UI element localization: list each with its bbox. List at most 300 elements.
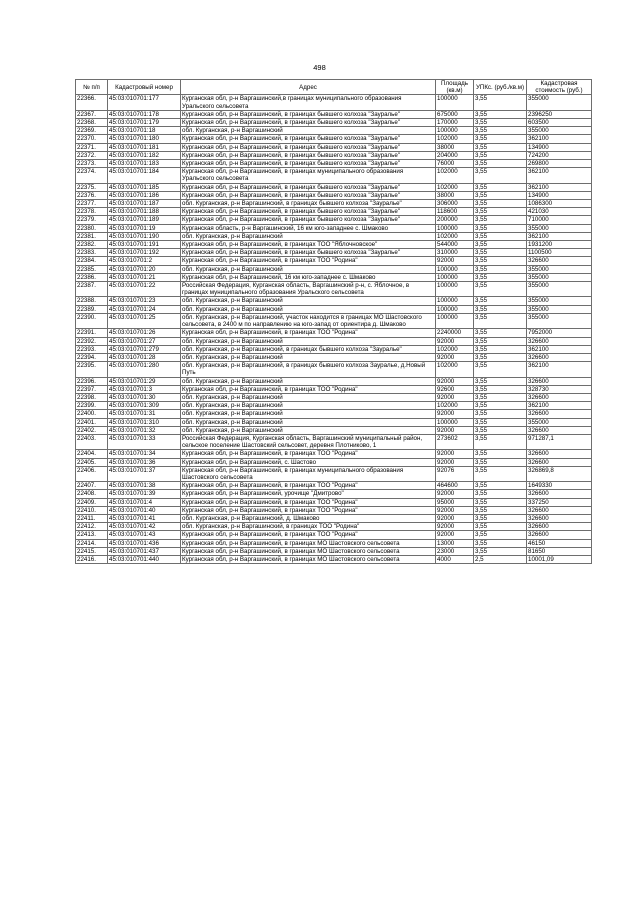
- address: Курганская обл, р-н Варгашинский, в границах муниципального образования Шастовского сельсовета: [181, 466, 436, 481]
- area: 92000: [436, 257, 474, 265]
- upks: 3,55: [474, 135, 527, 143]
- cadastral-number: 45:03:010701:309: [108, 402, 181, 410]
- upks: 3,55: [474, 143, 527, 151]
- area: 100000: [436, 273, 474, 281]
- upks: 3,55: [474, 482, 527, 490]
- address: Курганская обл, р-н Варгашинский, 16 км юго-западнее с. Шмаково: [181, 273, 436, 281]
- area: 92000: [436, 531, 474, 539]
- cadastral-number: 45:03:010701:280: [108, 362, 181, 377]
- table-row: [76, 385, 592, 393]
- area: 76000: [436, 160, 474, 168]
- cadastral-number: 45:03:010701:437: [108, 547, 181, 555]
- row-number: 22395.: [76, 362, 108, 377]
- upks: 3,55: [474, 490, 527, 498]
- area: 92000: [436, 353, 474, 361]
- row-number: 22397.: [76, 385, 108, 393]
- table-row: [76, 345, 592, 353]
- area: 92600: [436, 385, 474, 393]
- upks: 3,55: [474, 224, 527, 232]
- row-number: 22396.: [76, 377, 108, 385]
- upks: 3,55: [474, 282, 527, 297]
- row-number: 22368.: [76, 119, 108, 127]
- address: обл. Курганская, р-н Варгашинский: [181, 297, 436, 305]
- address: Курганская обл, р-н Варгашинский, в границах ТОО "Родина": [181, 329, 436, 337]
- area: 100000: [436, 282, 474, 297]
- area: 306000: [436, 200, 474, 208]
- row-number: 22415.: [76, 547, 108, 555]
- area: 23000: [436, 547, 474, 555]
- upks: 3,55: [474, 353, 527, 361]
- address: Курганская обл, р-н Варгашинский, урочище "Дмитрово": [181, 490, 436, 498]
- cadastral-value: 326600: [527, 506, 592, 514]
- upks: 3,55: [474, 377, 527, 385]
- address: Курганская обл, р-н Варгашинский, в границах ТОО "Родина": [181, 450, 436, 458]
- area: 100000: [436, 95, 474, 110]
- cadastral-number: 45:03:010701:42: [108, 523, 181, 531]
- table-row: [76, 257, 592, 265]
- area: 4000: [436, 555, 474, 563]
- area: 100000: [436, 265, 474, 273]
- area: 92000: [436, 506, 474, 514]
- upks: 3,55: [474, 249, 527, 257]
- address: обл. Курганская, р-н Варгашинский, в границах ТОО "Родина": [181, 523, 436, 531]
- cadastral-value: 1100500: [527, 249, 592, 257]
- table-row: [76, 337, 592, 345]
- area: 92000: [436, 458, 474, 466]
- row-number: 22386.: [76, 273, 108, 281]
- row-number: 22374.: [76, 168, 108, 183]
- upks: 3,55: [474, 450, 527, 458]
- table-row: [76, 160, 592, 168]
- table-row: [76, 191, 592, 199]
- address: Российская Федерация, Курганская область, Варгашинский муниципальный район, сельское поселение Шастовский сельсовет, деревня Плотниково, 1: [181, 434, 436, 449]
- cadastral-value: 355000: [527, 418, 592, 426]
- cadastral-value: 81650: [527, 547, 592, 555]
- address: Курганская обл, р-н Варгашинский, с. Шастово: [181, 458, 436, 466]
- row-number: 22381.: [76, 232, 108, 240]
- cadastral-value: 46150: [527, 539, 592, 547]
- row-number: 22372.: [76, 151, 108, 159]
- address: обл. Курганская, р-н Варгашинский: [181, 426, 436, 434]
- area: 102000: [436, 168, 474, 183]
- address: обл. Курганская, р-н Варгашинский: [181, 337, 436, 345]
- upks: 3,55: [474, 329, 527, 337]
- row-number: 22408.: [76, 490, 108, 498]
- area: 92000: [436, 337, 474, 345]
- row-number: 22398.: [76, 393, 108, 401]
- cadastral-value: 724200: [527, 151, 592, 159]
- area: 675000: [436, 110, 474, 118]
- cadastral-value: 1086300: [527, 200, 592, 208]
- area: 100000: [436, 297, 474, 305]
- row-number: 22394.: [76, 353, 108, 361]
- upks: 3,55: [474, 151, 527, 159]
- cadastral-number: 45:03:010701:38: [108, 482, 181, 490]
- address: Курганская обл, р-н Варгашинский, в границах бывшего колхоза "Зауралье": [181, 160, 436, 168]
- table-row: [76, 183, 592, 191]
- upks: 3,55: [474, 410, 527, 418]
- row-number: 22410.: [76, 506, 108, 514]
- cadastral-number: 45:03:010701:191: [108, 241, 181, 249]
- table-row: [76, 208, 592, 216]
- header-cadastral-number: Кадастровый номер: [108, 80, 181, 95]
- address: Курганская обл, р-н Варгашинский, в границах ТОО "Родина": [181, 506, 436, 514]
- cadastral-value: 355000: [527, 224, 592, 232]
- upks: 3,55: [474, 183, 527, 191]
- table-row: [76, 402, 592, 410]
- row-number: 22412.: [76, 523, 108, 531]
- cadastral-value: 421030: [527, 208, 592, 216]
- row-number: 22406.: [76, 466, 108, 481]
- cadastral-number: 45:03:010701:186: [108, 191, 181, 199]
- upks: 3,55: [474, 265, 527, 273]
- table-row: [76, 539, 592, 547]
- address: Курганская обл, р-н Варгашинский, в границах МО Шастовского сельсовета: [181, 547, 436, 555]
- header-num: № п/п: [76, 80, 108, 95]
- upks: 3,55: [474, 191, 527, 199]
- address: Российская Федерация, Курганская область, Варгашинский р-н, с. Яблочное, в границах муниципального образования Уральского сельсовета: [181, 282, 436, 297]
- area: 170000: [436, 119, 474, 127]
- table-row: [76, 418, 592, 426]
- table-row: [76, 410, 592, 418]
- table-row: [76, 232, 592, 240]
- cadastral-number: 45:03:010701:20: [108, 265, 181, 273]
- upks: 3,55: [474, 95, 527, 110]
- table-row: [76, 466, 592, 481]
- upks: 3,55: [474, 110, 527, 118]
- address: обл. Курганская, р-н Варгашинский: [181, 410, 436, 418]
- table-row: [76, 110, 592, 118]
- area: 38000: [436, 143, 474, 151]
- cadastral-value: 10001,09: [527, 555, 592, 563]
- row-number: 22401.: [76, 418, 108, 426]
- address: Курганская обл, р-н Варгашинский, в границах бывшего колхоза "Зауралье": [181, 208, 436, 216]
- upks: 3,55: [474, 393, 527, 401]
- cadastral-number: 45:03:010701:25: [108, 313, 181, 328]
- row-number: 22391.: [76, 329, 108, 337]
- row-number: 22393.: [76, 345, 108, 353]
- row-number: 22382.: [76, 241, 108, 249]
- cadastral-number: 45:03:010701:178: [108, 110, 181, 118]
- row-number: 22389.: [76, 305, 108, 313]
- row-number: 22390.: [76, 313, 108, 328]
- table-row: [76, 297, 592, 305]
- header-area: Площадь (кв.м): [436, 80, 474, 95]
- upks: 3,55: [474, 200, 527, 208]
- cadastral-value: 971287,1: [527, 434, 592, 449]
- cadastral-value: 355000: [527, 313, 592, 328]
- row-number: 22402.: [76, 426, 108, 434]
- area: 102000: [436, 183, 474, 191]
- area: 13000: [436, 539, 474, 547]
- row-number: 22369.: [76, 127, 108, 135]
- cadastral-number: 45:03:010701:33: [108, 434, 181, 449]
- address: Курганская обл, р-н Варгашинский, в границах бывшего колхоза "Зауралье": [181, 249, 436, 257]
- upks: 3,55: [474, 216, 527, 224]
- cadastral-value: 362100: [527, 183, 592, 191]
- cadastral-value: 355000: [527, 265, 592, 273]
- cadastral-number: 45:03:010701:440: [108, 555, 181, 563]
- address: обл. Курганская, р-н Варгашинский: [181, 353, 436, 361]
- address: Курганская обл, р-н Варгашинский, в границах бывшего колхоза "Зауралье": [181, 135, 436, 143]
- row-number: 22376.: [76, 191, 108, 199]
- table-row: [76, 393, 592, 401]
- table-row: [76, 241, 592, 249]
- table-row: [76, 555, 592, 563]
- row-number: 22388.: [76, 297, 108, 305]
- cadastral-value: 326600: [527, 377, 592, 385]
- header-upks: УПКс. (руб./кв.м): [474, 80, 527, 95]
- cadastral-value: 326600: [527, 523, 592, 531]
- cadastral-value: 326600: [527, 514, 592, 522]
- cadastral-number: 45:03:010701:21: [108, 273, 181, 281]
- address: Курганская обл, р-н Варгашинский, в границах бывшего колхоза "Зауралье": [181, 151, 436, 159]
- area: 118600: [436, 208, 474, 216]
- cadastral-number: 45:03:010701:39: [108, 490, 181, 498]
- address: обл. Курганская, р-н Варгашинский, в границах бывшего колхоза "Зауралье": [181, 200, 436, 208]
- cadastral-value: 355000: [527, 127, 592, 135]
- cadastral-number: 45:03:010701:2: [108, 257, 181, 265]
- row-number: 22384.: [76, 257, 108, 265]
- cadastral-value: 326600: [527, 490, 592, 498]
- table-row: [76, 135, 592, 143]
- upks: 3,55: [474, 539, 527, 547]
- row-number: 22371.: [76, 143, 108, 151]
- table-row: [76, 523, 592, 531]
- upks: 3,55: [474, 418, 527, 426]
- table-row: [76, 313, 592, 328]
- table-row: [76, 514, 592, 522]
- cadastral-value: 355000: [527, 305, 592, 313]
- area: 92000: [436, 393, 474, 401]
- row-number: 22411.: [76, 514, 108, 522]
- cadastral-value: 326600: [527, 458, 592, 466]
- table-row: [76, 127, 592, 135]
- upks: 3,55: [474, 127, 527, 135]
- address: Курганская обл, р-н Варгашинский, в границах ТОО "Яблочновское": [181, 241, 436, 249]
- row-number: 22379.: [76, 216, 108, 224]
- table-row: [76, 216, 592, 224]
- address: обл. Курганская, р-н Варгашинский: [181, 305, 436, 313]
- table-row: [76, 450, 592, 458]
- area: 92000: [436, 377, 474, 385]
- address: обл. Курганская, р-н Варгашинский: [181, 377, 436, 385]
- area: 2240000: [436, 329, 474, 337]
- cadastral-value: 326600: [527, 531, 592, 539]
- cadastral-value: 326600: [527, 337, 592, 345]
- cadastral-value: 355000: [527, 95, 592, 110]
- upks: 3,55: [474, 531, 527, 539]
- cadastral-value: 134900: [527, 143, 592, 151]
- area: 100000: [436, 418, 474, 426]
- upks: 3,55: [474, 168, 527, 183]
- table-row: [76, 434, 592, 449]
- cadastral-value: 326600: [527, 450, 592, 458]
- upks: 3,55: [474, 362, 527, 377]
- row-number: 22380.: [76, 224, 108, 232]
- upks: 3,55: [474, 498, 527, 506]
- cadastral-value: 1649330: [527, 482, 592, 490]
- cadastral-number: 45:03:010701:183: [108, 160, 181, 168]
- table-row: [76, 531, 592, 539]
- address: Курганская обл, р-н Варгашинский, в границах ТОО "Родина": [181, 482, 436, 490]
- cadastral-number: 45:03:010701:36: [108, 458, 181, 466]
- area: 100000: [436, 224, 474, 232]
- upks: 3,55: [474, 402, 527, 410]
- cadastral-number: 45:03:010701:181: [108, 143, 181, 151]
- upks: 3,55: [474, 313, 527, 328]
- area: 95000: [436, 498, 474, 506]
- address: Курганская обл, р-н Варгашинский, в границах бывшего колхоза "Зауралье": [181, 191, 436, 199]
- upks: 3,55: [474, 119, 527, 127]
- cadastral-value: 355000: [527, 282, 592, 297]
- cadastral-value: 7952000: [527, 329, 592, 337]
- cadastral-number: 45:03:010701:41: [108, 514, 181, 522]
- area: 92000: [436, 490, 474, 498]
- cadastral-number: 45:03:010701:436: [108, 539, 181, 547]
- address: обл. Курганская, р-н Варгашинский, участок находится в границах МО Шастовского сельсовета, в 2400 м по направлению на юго-запад от ориентира д. Шмаково: [181, 313, 436, 328]
- row-number: 22399.: [76, 402, 108, 410]
- table-row: [76, 119, 592, 127]
- cadastral-number: 45:03:010701:177: [108, 95, 181, 110]
- cadastral-number: 45:03:010701:190: [108, 232, 181, 240]
- table-row: [76, 168, 592, 183]
- address: Курганская обл, р-н Варгашинский,в границах муниципального образования Уральского сельсовета: [181, 95, 436, 110]
- table-row: [76, 482, 592, 490]
- header-address: Адрес: [181, 80, 436, 95]
- table-row: [76, 362, 592, 377]
- address: Курганская обл, р-н Варгашинский, в границах бывшего колхоза "Зауралье": [181, 119, 436, 127]
- cadastral-number: 45:03:010701:28: [108, 353, 181, 361]
- table-row: [76, 329, 592, 337]
- cadastral-table: [75, 79, 592, 564]
- row-number: 22366.: [76, 95, 108, 110]
- row-number: 22400.: [76, 410, 108, 418]
- upks: 3,55: [474, 305, 527, 313]
- cadastral-value: 326869,8: [527, 466, 592, 481]
- address: обл. Курганская, р-н Варгашинский, в границах бывшего колхоза "Зауралье": [181, 345, 436, 353]
- cadastral-value: 134900: [527, 191, 592, 199]
- upks: 3,55: [474, 547, 527, 555]
- area: 102000: [436, 135, 474, 143]
- cadastral-value: 326600: [527, 257, 592, 265]
- upks: 3,55: [474, 506, 527, 514]
- area: 464600: [436, 482, 474, 490]
- cadastral-number: 45:03:010701:180: [108, 135, 181, 143]
- row-number: 22367.: [76, 110, 108, 118]
- area: 200000: [436, 216, 474, 224]
- cadastral-number: 45:03:010701:189: [108, 216, 181, 224]
- cadastral-value: 355000: [527, 273, 592, 281]
- address: Курганская обл, р-н Варгашинский, в границах бывшего колхоза "Зауралье": [181, 216, 436, 224]
- address: обл. Курганская, р-н Варгашинский: [181, 127, 436, 135]
- address: обл. Курганская, р-н Варгашинский: [181, 402, 436, 410]
- upks: 3,55: [474, 232, 527, 240]
- table-row: [76, 458, 592, 466]
- cadastral-number: 45:03:010701:185: [108, 183, 181, 191]
- cadastral-number: 45:03:010701:19: [108, 224, 181, 232]
- area: 100000: [436, 313, 474, 328]
- address: обл. Курганская, р-н Варгашинский: [181, 418, 436, 426]
- row-number: 22378.: [76, 208, 108, 216]
- cadastral-number: 45:03:010701:43: [108, 531, 181, 539]
- table-row: [76, 547, 592, 555]
- cadastral-value: 326600: [527, 410, 592, 418]
- cadastral-value: 326600: [527, 426, 592, 434]
- cadastral-number: 45:03:010701:187: [108, 200, 181, 208]
- upks: 3,55: [474, 426, 527, 434]
- area: 92076: [436, 466, 474, 481]
- row-number: 22409.: [76, 498, 108, 506]
- cadastral-number: 45:03:010701:34: [108, 450, 181, 458]
- table-row: [76, 95, 592, 110]
- table-row: [76, 506, 592, 514]
- address: обл. Курганская, р-н Варгашинский: [181, 265, 436, 273]
- upks: 3,55: [474, 434, 527, 449]
- area: 102000: [436, 362, 474, 377]
- cadastral-value: 269800: [527, 160, 592, 168]
- table-header: [76, 80, 592, 95]
- cadastral-number: 45:03:010701:182: [108, 151, 181, 159]
- cadastral-number: 45:03:010701:3: [108, 385, 181, 393]
- area: 92000: [436, 410, 474, 418]
- cadastral-number: 45:03:010701:192: [108, 249, 181, 257]
- cadastral-number: 45:03:010701:40: [108, 506, 181, 514]
- header-cadastral-value: Кадастровая стоимость (руб.): [527, 80, 592, 95]
- address: Курганская обл, р-н Варгашинский, в границах МО Шастовского сельсовета: [181, 555, 436, 563]
- cadastral-value: 710000: [527, 216, 592, 224]
- row-number: 22405.: [76, 458, 108, 466]
- row-number: 22370.: [76, 135, 108, 143]
- cadastral-value: 328730: [527, 385, 592, 393]
- row-number: 22407.: [76, 482, 108, 490]
- table-row: [76, 498, 592, 506]
- area: 102000: [436, 402, 474, 410]
- upks: 3,55: [474, 523, 527, 531]
- row-number: 22383.: [76, 249, 108, 257]
- table-row: [76, 377, 592, 385]
- address: обл. Курганская, р-н Варгашинский: [181, 232, 436, 240]
- row-number: 22375.: [76, 183, 108, 191]
- area: 92000: [436, 426, 474, 434]
- row-number: 22377.: [76, 200, 108, 208]
- cadastral-value: 603500: [527, 119, 592, 127]
- header-row: [76, 80, 592, 95]
- table-row: [76, 143, 592, 151]
- table-row: [76, 426, 592, 434]
- cadastral-number: 45:03:010701:22: [108, 282, 181, 297]
- table-row: [76, 265, 592, 273]
- cadastral-number: 45:03:010701:188: [108, 208, 181, 216]
- area: 92000: [436, 514, 474, 522]
- cadastral-number: 45:03:010701:37: [108, 466, 181, 481]
- area: 273602: [436, 434, 474, 449]
- area: 38000: [436, 191, 474, 199]
- cadastral-value: 362100: [527, 402, 592, 410]
- row-number: 22373.: [76, 160, 108, 168]
- row-number: 22387.: [76, 282, 108, 297]
- table-row: [76, 305, 592, 313]
- upks: 3,55: [474, 385, 527, 393]
- row-number: 22416.: [76, 555, 108, 563]
- upks: 2,5: [474, 555, 527, 563]
- row-number: 22413.: [76, 531, 108, 539]
- cadastral-number: 45:03:010701:184: [108, 168, 181, 183]
- address: обл. Курганская, р-н Варгашинский, д. Шмаково: [181, 514, 436, 522]
- upks: 3,55: [474, 241, 527, 249]
- address: Курганская обл, р-н Варгашинский, в границах МО Шастовского сельсовета: [181, 539, 436, 547]
- cadastral-value: 337250: [527, 498, 592, 506]
